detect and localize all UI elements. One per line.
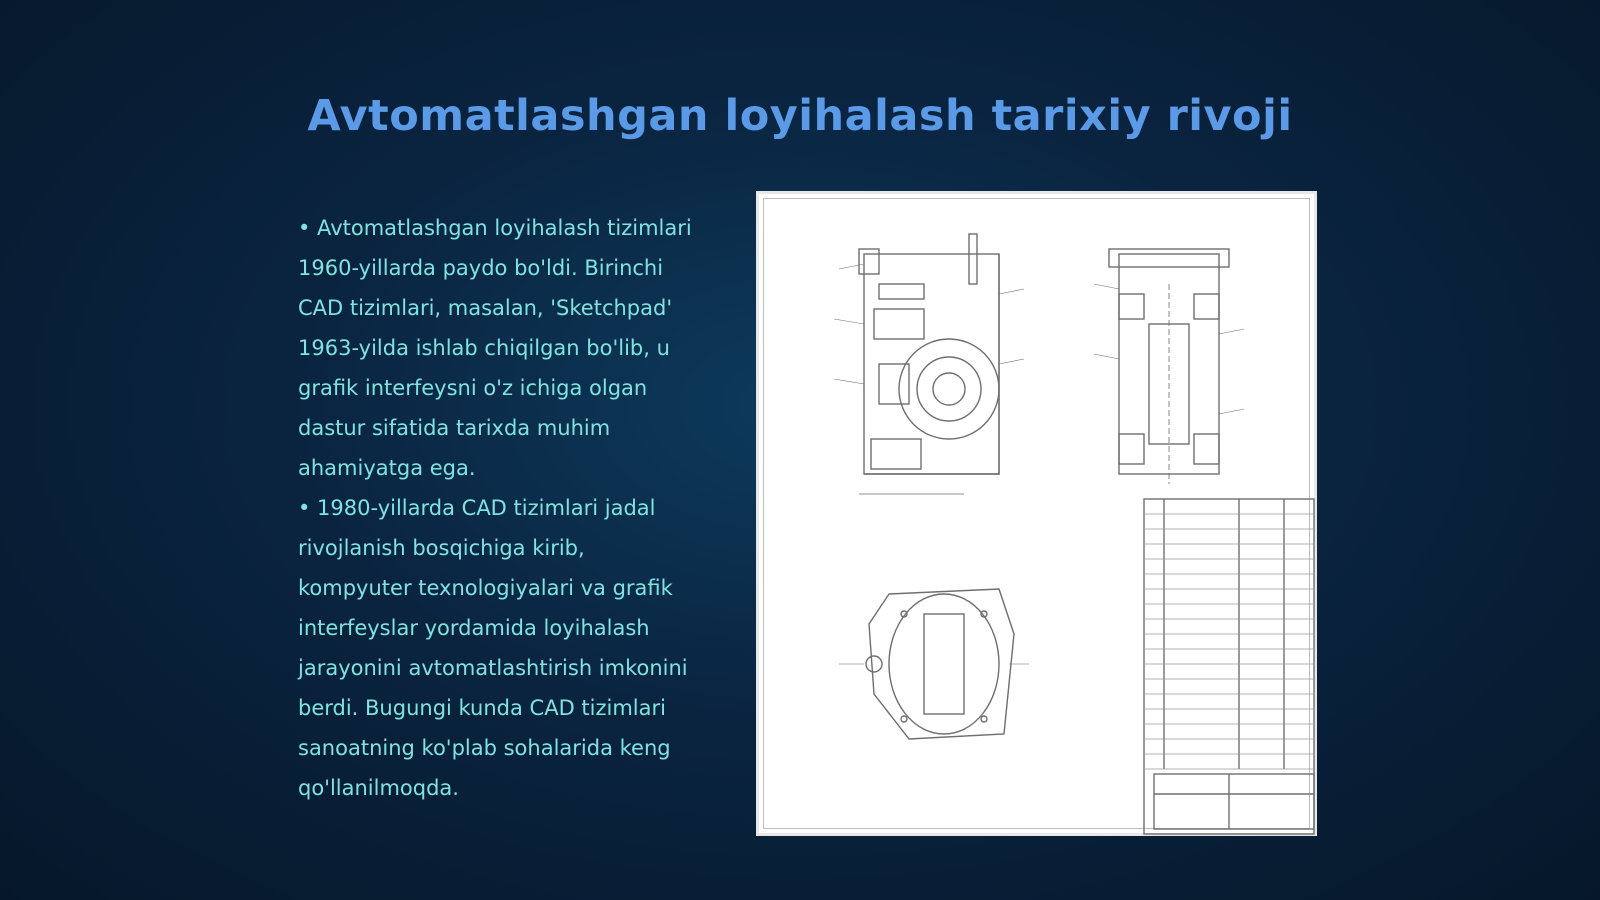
bullet-item: • Avtomatlashgan loyihalash tizimlari 1960-yillarda paydo bo'ldi. Birinchi CAD tizimlari, masalan, 'Sketchpad' 1963-yilda ishlab chiqilgan bo'lib, u grafik interfeysni o'z ichiga olgan dastur sifatida tarixda muhim ahamiyatga ega. (298, 216, 692, 480)
cad-drawing (759, 194, 1320, 839)
technical-drawing-image (756, 191, 1317, 836)
slide-title: Avtomatlashgan loyihalash tarixiy rivoji (307, 90, 1293, 141)
title-block-table (1144, 499, 1314, 834)
front-view-drawing (834, 234, 1024, 494)
top-view-drawing (839, 589, 1029, 739)
table-rows (1144, 514, 1314, 769)
slide-body-text (298, 208, 698, 808)
bullet-item: • 1980-yillarda CAD tizimlari jadal rivojlanish bosqichiga kirib, kompyuter texnologiyalari va grafik interfeyslar yordamida loyihalash jarayonini avtomatlashtirish imkonini berdi. Bugungi kunda CAD tizimlari sanoatning ko'plab sohalarida keng qo'llanilmoqda. (298, 496, 688, 800)
side-view-drawing (1094, 249, 1244, 484)
